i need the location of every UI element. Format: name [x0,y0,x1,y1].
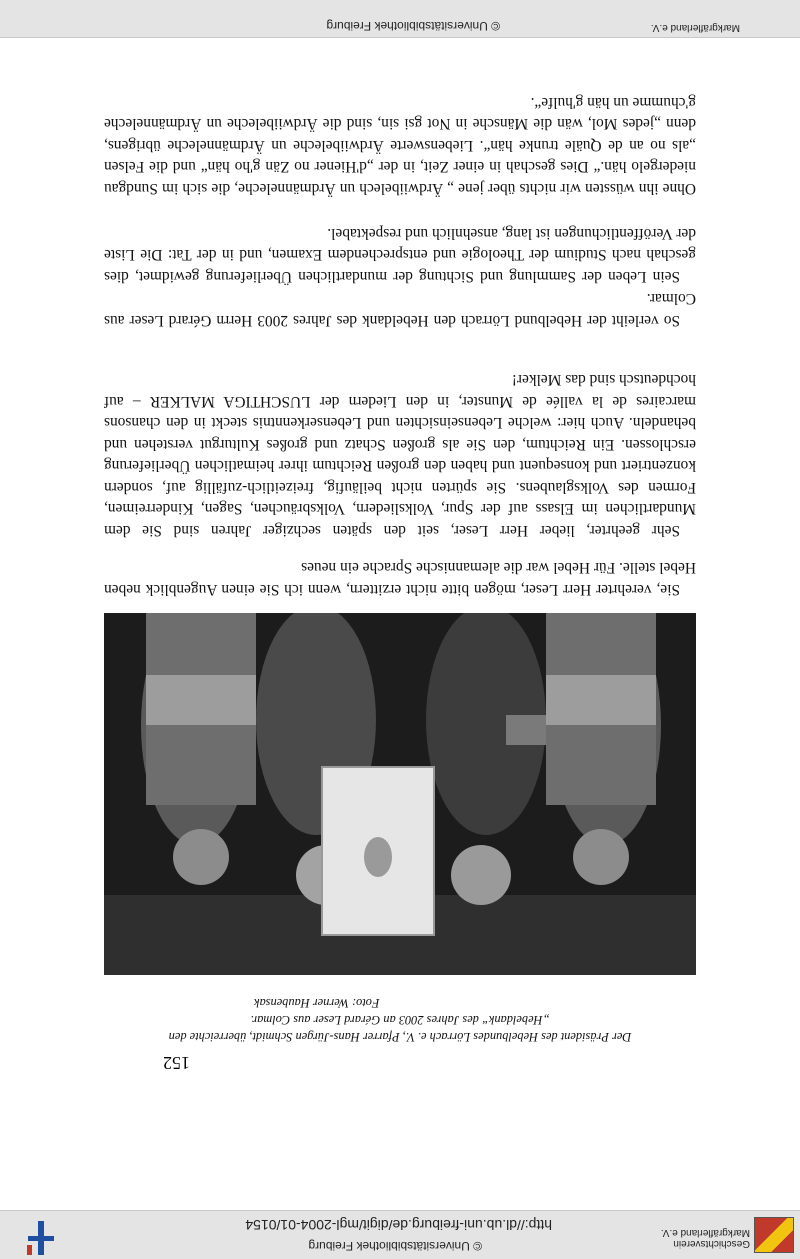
society-name: Geschichtsverein [673,1238,750,1249]
caption-line-1: Der Präsident des Hebelbundes Lörrach e. V., Pfarrer Hans-Jürgen Schmidt, überreichte den [168,1030,632,1044]
paragraph-1: Ohne ihn wüssten wir nichts über jene „ Ärdwiibelech un Ärdmänneleche, die sich im Sundgau niedergelo hän.“ Dies geschah in einer Zeit, in der „d'Hiener no Zän g'ho hän“ und die Felsen „als no an de Quäle trunke hän“. Liebenswerte Ärdwiibeleche un Ärdmänneleche übrigens, denn „jedes Mol, wän die Mänsche in Not gsi sin, sind die Ärdwiibeleche un Ärdmänneleche g'chumme un hän g'hulfe“. [104,94,696,197]
body-text-lower [104,557,696,600]
body-text-upper [104,288,696,331]
library-credit: © Universitätsbibliothek Freiburg [308,1239,482,1253]
body-text-upper-2 [104,223,696,288]
paragraph-5: Sie, verehrter Herr Leser, mögen bitte nicht erzittern, wenn ich Sie einen Augenblick neben Hebel stelle. Für Hebel war die alemannische Sprache ein neues [104,559,696,598]
body-text-middle [104,369,696,541]
photo-caption [104,994,696,1045]
body-text-top [104,92,696,200]
caption-line-2: „Hebeldank“ des Jahres 2003 an Gérard Leser aus Colmar. [250,1013,550,1027]
paragraph-4: Sehr geehrter, lieber Herr Leser, seit den späten sechziger Jahren sind Sie dem Mundartlichen im Elsass auf der Spur, Volksliedern, Volksbräuchen, Sagen, Kinderreimen, Formen des Volksglaubens. Sie spürten nicht beiläufig, freizeitlich-zufällig auf, sondern konzentriert und konsequent und haben den großen Reichtum ihrer heimatlichen Überlieferung erschlossen. Ein Reichtum, den Sie als großen Schatz und großes Kulturgut verstehen und behandeln. Auch hier: welche Lebenseinsichten und Lebenserkenntnis steckt in den chansons marcaires de la vallée de Munster, in den Liedern der LUSCHTIGA MALKER – auf hochdeutsch sind das Melker! [104,371,696,539]
page-number: 152 [163,1053,190,1073]
paragraph-2: Sein Leben der Sammlung und Sichtung der mundartlichen Überlieferung gewidmet, dies geschah nach Studium der Theologie und entsprechendem Examen, und in der Tat: Die Liste der Veröffentlichungen ist lang, ansehnlich und respektabel. [104,225,696,285]
source-url-link[interactable]: http://dl.ub.uni-freiburg.de/digit/mgl-2004-01/0154 [245,1217,552,1233]
society-subtitle: Markgräflerland e.V. [660,1227,750,1238]
ub-freiburg-logo-icon [24,1221,54,1255]
photo-credit: Foto: Werner Haubensak [254,996,380,1010]
paragraph-3: So verleiht der Hebelbund Lörrach den Hebeldank des Jahres 2003 Herrn Gérard Leser aus Colmar. [104,290,696,329]
award-ceremony-photo [104,613,696,975]
footer-library-credit: © Universitätsbibliothek Freiburg [326,19,500,33]
footer-strip [0,0,800,38]
coat-of-arms-icon [754,1217,794,1253]
footer-society: Markgräflerland e.V. [650,22,740,33]
header-strip [0,1210,800,1259]
